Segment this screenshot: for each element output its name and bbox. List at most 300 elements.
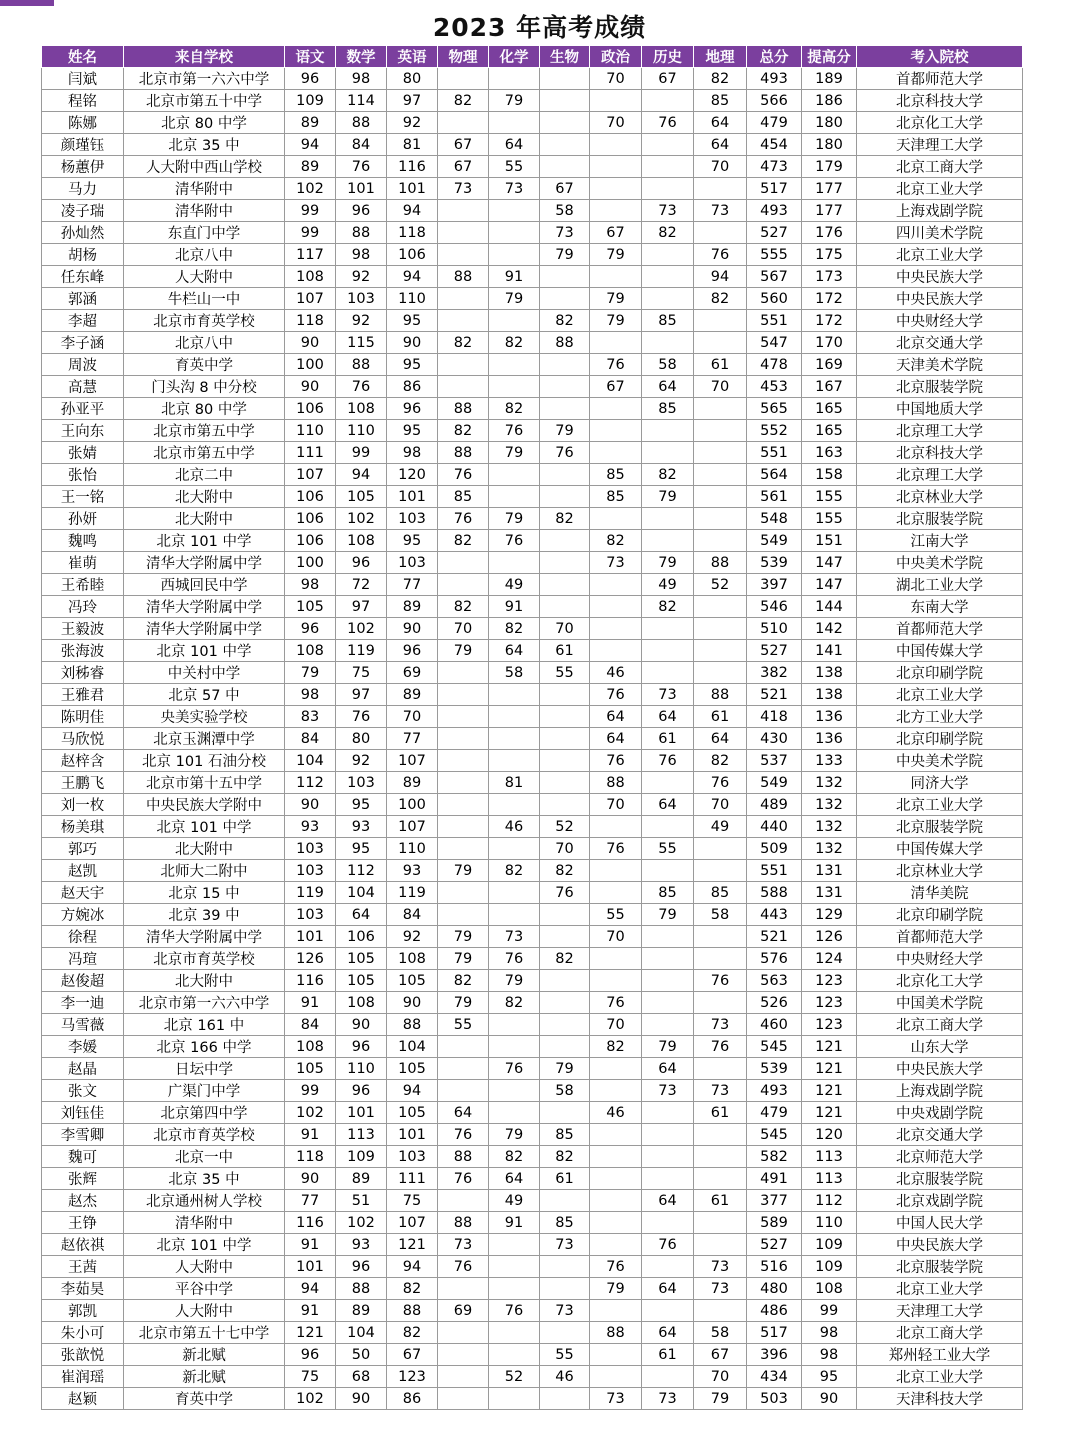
table-cell [590,618,642,640]
table-cell: 126 [802,926,857,948]
table-cell [489,222,540,244]
table-cell: 杨蕙伊 [42,156,124,178]
table-cell: 94 [694,266,747,288]
table-cell [438,816,489,838]
table-cell: 70 [694,794,747,816]
table-cell: 北大附中 [124,508,285,530]
table-cell: 北京工业大学 [857,178,1023,200]
table-cell: 165 [802,420,857,442]
table-cell [438,68,489,90]
table-cell [489,838,540,860]
table-cell: 96 [336,552,387,574]
table-cell: 486 [747,1300,802,1322]
table-cell: 76 [438,1256,489,1278]
table-row [42,486,1023,508]
column-header: 语文 [285,46,336,68]
table-cell: 90 [387,618,438,640]
table-cell [540,728,590,750]
table-cell: 397 [747,574,802,596]
table-cell: 100 [285,354,336,376]
table-cell: 147 [802,574,857,596]
table-cell: 北京 15 中 [124,882,285,904]
table-cell [540,1256,590,1278]
table-cell [438,750,489,772]
table-cell: 上海戏剧学院 [857,200,1023,222]
table-cell: 中央民族大学 [857,288,1023,310]
table-cell: 89 [387,772,438,794]
table-cell [489,1278,540,1300]
table-cell: 西城回民中学 [124,574,285,596]
table-cell: 88 [387,1300,438,1322]
table-cell: 94 [336,464,387,486]
table-cell: 北京印刷学院 [857,904,1023,926]
table-cell [694,618,747,640]
table-cell: 李媛 [42,1036,124,1058]
table-row [42,1190,1023,1212]
table-cell [694,420,747,442]
table-cell: 527 [747,222,802,244]
table-cell: 50 [336,1344,387,1366]
table-cell: 113 [802,1168,857,1190]
table-cell: 67 [387,1344,438,1366]
table-cell [438,1388,489,1410]
table-cell [489,728,540,750]
table-cell: 46 [590,662,642,684]
table-cell: 75 [285,1366,336,1388]
table-cell: 79 [285,662,336,684]
table-cell: 85 [540,1212,590,1234]
table-cell: 82 [489,992,540,1014]
table-cell: 418 [747,706,802,728]
table-cell: 北京市第一六六中学 [124,68,285,90]
table-cell: 103 [336,288,387,310]
table-cell: 64 [642,706,694,728]
table-cell: 73 [694,1080,747,1102]
table-cell [489,310,540,332]
table-cell: 100 [387,794,438,816]
table-cell: 72 [336,574,387,596]
table-cell [694,1168,747,1190]
table-row [42,992,1023,1014]
table-cell: 上海戏剧学院 [857,1080,1023,1102]
table-cell: 85 [694,90,747,112]
table-cell: 94 [387,266,438,288]
table-row [42,1102,1023,1124]
table-cell [590,90,642,112]
table-cell: 北京市育英学校 [124,1124,285,1146]
table-cell: 北京 101 石油分校 [124,750,285,772]
table-cell: 95 [802,1366,857,1388]
table-cell: 68 [336,1366,387,1388]
table-cell: 55 [540,662,590,684]
table-row [42,838,1023,860]
table-cell: 92 [336,266,387,288]
table-cell: 517 [747,1322,802,1344]
table-cell: 90 [387,992,438,1014]
table-cell: 70 [590,926,642,948]
table-cell: 76 [694,772,747,794]
table-cell [642,948,694,970]
table-cell: 北京 80 中学 [124,112,285,134]
table-cell: 88 [387,1014,438,1036]
table-cell: 北京 101 中学 [124,1234,285,1256]
table-cell [642,90,694,112]
table-cell [590,640,642,662]
table-cell: 81 [387,134,438,156]
table-row [42,508,1023,530]
table-cell [590,1344,642,1366]
table-cell: 73 [489,926,540,948]
table-cell: 120 [387,464,438,486]
table-cell: 中国美术学院 [857,992,1023,1014]
table-cell [489,1388,540,1410]
table-cell [489,486,540,508]
table-cell: 516 [747,1256,802,1278]
table-cell: 180 [802,134,857,156]
table-cell [438,772,489,794]
table-cell: 551 [747,860,802,882]
table-cell: 北京工商大学 [857,1322,1023,1344]
table-cell [642,926,694,948]
table-cell: 凌子瑞 [42,200,124,222]
table-cell [438,1366,489,1388]
table-cell: 育英中学 [124,354,285,376]
table-cell: 中央美术学院 [857,750,1023,772]
table-row [42,376,1023,398]
table-cell: 76 [642,1234,694,1256]
table-cell: 526 [747,992,802,1014]
table-cell: 88 [438,442,489,464]
table-cell: 91 [285,1234,336,1256]
table-cell [694,332,747,354]
table-cell: 96 [336,1256,387,1278]
table-cell: 北京林业大学 [857,486,1023,508]
table-cell: 北京 161 中 [124,1014,285,1036]
table-cell: 132 [802,838,857,860]
table-cell: 96 [387,640,438,662]
table-cell: 82 [438,970,489,992]
table-cell: 121 [387,1234,438,1256]
table-cell [590,1080,642,1102]
table-cell: 北京工业大学 [857,1366,1023,1388]
table-header [42,46,1023,68]
table-cell: 郭涵 [42,288,124,310]
table-cell [540,354,590,376]
table-cell: 79 [694,1388,747,1410]
table-cell: 90 [336,1014,387,1036]
table-cell: 108 [336,992,387,1014]
table-cell: 82 [540,310,590,332]
table-cell: 73 [438,178,489,200]
table-cell: 121 [802,1058,857,1080]
table-cell: 52 [694,574,747,596]
table-cell: 108 [387,948,438,970]
table-cell: 119 [387,882,438,904]
table-cell [540,112,590,134]
table-cell: 北京市第一六六中学 [124,992,285,1014]
table-cell: 105 [336,970,387,992]
table-cell: 67 [590,222,642,244]
table-cell: 91 [285,992,336,1014]
table-cell [489,1014,540,1036]
table-cell: 116 [285,1212,336,1234]
table-cell: 张辉 [42,1168,124,1190]
table-cell: 58 [489,662,540,684]
table-cell: 70 [694,156,747,178]
table-cell [642,244,694,266]
table-cell: 任东峰 [42,266,124,288]
table-cell: 561 [747,486,802,508]
table-cell: 94 [387,200,438,222]
table-cell: 85 [438,486,489,508]
table-row [42,860,1023,882]
table-cell: 112 [802,1190,857,1212]
table-cell [590,332,642,354]
table-cell: 116 [285,970,336,992]
table-cell: 112 [285,772,336,794]
table-cell: 105 [387,1058,438,1080]
table-cell: 177 [802,178,857,200]
table-cell [590,1146,642,1168]
table-cell [694,596,747,618]
table-cell [590,508,642,530]
table-cell: 82 [642,222,694,244]
table-cell: 76 [590,354,642,376]
table-cell [540,750,590,772]
table-cell: 赵天宇 [42,882,124,904]
table-cell: 460 [747,1014,802,1036]
table-cell: 588 [747,882,802,904]
table-cell: 144 [802,596,857,618]
table-cell: 176 [802,222,857,244]
table-cell: 79 [590,288,642,310]
table-cell: 赵凯 [42,860,124,882]
table-cell: 101 [285,926,336,948]
table-cell: 马欣悦 [42,728,124,750]
table-cell: 107 [387,816,438,838]
table-cell: 120 [802,1124,857,1146]
table-cell: 82 [694,288,747,310]
table-cell: 刘钰佳 [42,1102,124,1124]
table-cell: 64 [336,904,387,926]
table-cell: 95 [336,838,387,860]
table-cell [590,970,642,992]
table-cell: 中央民族大学 [857,1058,1023,1080]
table-cell: 73 [540,1234,590,1256]
table-cell: 82 [387,1278,438,1300]
table-cell [438,552,489,574]
table-cell: 高慧 [42,376,124,398]
table-cell: 82 [489,1146,540,1168]
table-cell: 70 [387,706,438,728]
table-cell: 61 [540,1168,590,1190]
table-cell: 73 [642,200,694,222]
table-cell [540,904,590,926]
table-cell: 46 [489,816,540,838]
table-cell [694,486,747,508]
table-cell: 55 [438,1014,489,1036]
table-cell [642,442,694,464]
table-cell: 赵杰 [42,1190,124,1212]
table-cell: 82 [642,596,694,618]
table-row [42,134,1023,156]
table-cell: 李茹昊 [42,1278,124,1300]
table-cell [489,1322,540,1344]
table-cell: 98 [387,442,438,464]
table-cell: 76 [590,1256,642,1278]
table-cell: 118 [387,222,438,244]
table-cell: 547 [747,332,802,354]
table-row [42,1256,1023,1278]
table-cell: 北京交通大学 [857,332,1023,354]
table-cell: 179 [802,156,857,178]
table-cell: 101 [387,178,438,200]
table-cell: 82 [694,750,747,772]
table-cell: 106 [285,530,336,552]
table-cell: 冯瑄 [42,948,124,970]
table-cell: 魏鸣 [42,530,124,552]
table-cell [438,728,489,750]
table-cell: 76 [438,1168,489,1190]
table-cell: 央美实验学校 [124,706,285,728]
table-cell: 49 [489,1190,540,1212]
table-cell [540,530,590,552]
table-cell: 85 [642,310,694,332]
table-cell: 111 [387,1168,438,1190]
table-cell: 73 [642,1080,694,1102]
table-cell [642,618,694,640]
table-cell: 北京通州树人学校 [124,1190,285,1212]
table-cell: 64 [642,1190,694,1212]
table-cell: 李子涵 [42,332,124,354]
table-cell [590,1300,642,1322]
table-cell: 83 [285,706,336,728]
table-cell [489,1256,540,1278]
table-cell: 赵梓含 [42,750,124,772]
table-cell: 天津理工大学 [857,134,1023,156]
table-cell: 548 [747,508,802,530]
table-cell: 77 [387,728,438,750]
table-cell: 96 [285,68,336,90]
table-cell: 79 [642,1036,694,1058]
table-cell: 北京 35 中 [124,134,285,156]
table-cell: 79 [642,552,694,574]
table-row [42,684,1023,706]
table-row [42,1014,1023,1036]
table-cell: 110 [802,1212,857,1234]
table-cell: 北京 35 中 [124,1168,285,1190]
table-row [42,398,1023,420]
table-cell: 551 [747,442,802,464]
table-cell: 70 [694,376,747,398]
table-cell [540,706,590,728]
table-cell: 陈明佳 [42,706,124,728]
table-cell: 天津美术学院 [857,354,1023,376]
table-cell: 73 [642,684,694,706]
table-cell: 84 [387,904,438,926]
table-cell: 95 [387,354,438,376]
table-cell: 64 [642,1322,694,1344]
table-cell [590,1058,642,1080]
table-cell: 天津科技大学 [857,1388,1023,1410]
table-cell: 颜瑾钰 [42,134,124,156]
table-cell [438,574,489,596]
table-row [42,288,1023,310]
table-cell: 84 [285,728,336,750]
table-cell: 170 [802,332,857,354]
table-cell: 孙灿然 [42,222,124,244]
table-cell: 99 [285,1080,336,1102]
table-row [42,948,1023,970]
table-cell: 清华大学附属中学 [124,596,285,618]
table-cell: 73 [438,1234,489,1256]
table-cell: 79 [489,442,540,464]
table-cell: 91 [285,1300,336,1322]
table-cell: 北京市育英学校 [124,310,285,332]
table-cell: 北京工业大学 [857,794,1023,816]
table-cell: 64 [489,640,540,662]
table-cell: 114 [336,90,387,112]
table-cell: 北京工商大学 [857,1014,1023,1036]
table-cell [438,244,489,266]
table-cell [642,860,694,882]
table-cell: 北京 39 中 [124,904,285,926]
table-cell: 王鹏飞 [42,772,124,794]
table-cell: 73 [590,552,642,574]
table-cell: 136 [802,728,857,750]
table-cell: 64 [694,134,747,156]
table-cell: 377 [747,1190,802,1212]
table-cell: 人大附中 [124,1300,285,1322]
table-cell [590,398,642,420]
table-row [42,244,1023,266]
table-cell [438,1036,489,1058]
table-cell: 58 [540,200,590,222]
table-cell [438,200,489,222]
table-cell [489,1344,540,1366]
table-cell: 88 [336,354,387,376]
table-cell [694,860,747,882]
column-header: 考入院校 [857,46,1023,68]
column-header: 化学 [489,46,540,68]
table-cell: 124 [802,948,857,970]
table-row [42,1058,1023,1080]
table-cell: 104 [285,750,336,772]
table-cell [590,1190,642,1212]
table-cell: 北京科技大学 [857,90,1023,112]
table-cell: 中国地质大学 [857,398,1023,420]
table-cell: 108 [802,1278,857,1300]
header-row [42,46,1023,68]
table-cell: 73 [694,200,747,222]
table-cell [489,1036,540,1058]
table-cell: 106 [285,508,336,530]
table-cell: 58 [540,1080,590,1102]
table-cell: 109 [336,1146,387,1168]
table-cell: 108 [336,398,387,420]
table-row [42,1036,1023,1058]
table-cell [642,1300,694,1322]
table-cell: 95 [387,420,438,442]
table-cell: 551 [747,310,802,332]
table-cell: 58 [642,354,694,376]
table-cell: 172 [802,288,857,310]
table-cell: 76 [694,970,747,992]
table-cell: 67 [694,1344,747,1366]
table-cell [489,200,540,222]
table-cell: 北京工业大学 [857,1278,1023,1300]
table-cell [694,398,747,420]
